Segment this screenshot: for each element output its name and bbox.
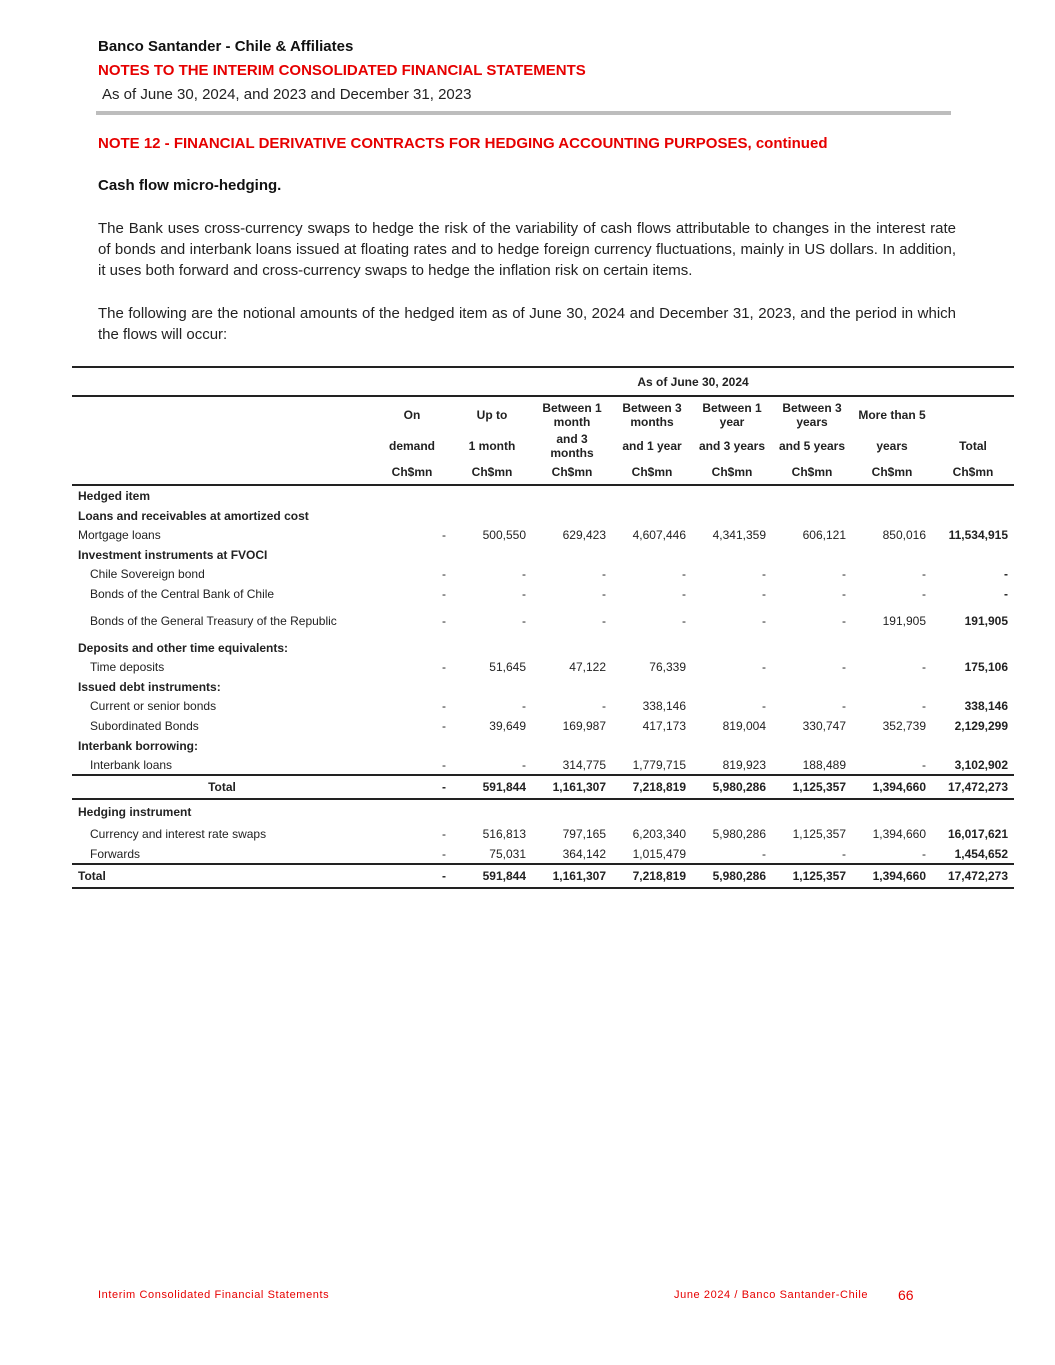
cell-value: - [522, 587, 526, 601]
cell-value: 629,423 [562, 528, 606, 542]
total-value: 1,394,660 [852, 864, 932, 888]
row-label: Chile Sovereign bond [90, 567, 205, 581]
cell-value: - [922, 660, 926, 674]
row-label: Forwards [90, 846, 141, 861]
cell-value: - [522, 699, 526, 713]
column-unit: Ch$mn [852, 460, 932, 485]
row-label: Subordinated Bonds [90, 719, 199, 733]
cell-value: - [682, 567, 686, 581]
cell-value: - [442, 719, 446, 733]
cell-value: 516,813 [482, 827, 526, 841]
cell-value: 314,775 [562, 757, 606, 772]
paragraph-notional: The following are the notional amounts of the hedged item as of June 30, 2024 and December 31, 2023, and the period in which the flows will occur: [98, 305, 956, 343]
column-unit: Ch$mn [692, 460, 772, 485]
cell-value: - [922, 757, 926, 772]
table-row [72, 657, 1014, 677]
table-row [72, 755, 1014, 775]
cell-value: - [522, 567, 526, 581]
cell-value: - [922, 587, 926, 601]
column-header-line1: Between 1 month [532, 396, 612, 432]
cell-value: 5,980,286 [712, 827, 766, 841]
cell-value: 191,905 [882, 614, 926, 628]
footer-right: June 2024 / Banco Santander-Chile [674, 1289, 869, 1301]
cell-value: - [682, 614, 686, 628]
cell-value: 338,146 [964, 699, 1009, 713]
cell-value: - [922, 846, 926, 861]
column-header-line2: years [876, 439, 908, 453]
cell-value: - [442, 567, 446, 581]
cell-value: 169,987 [562, 719, 606, 733]
cell-value: - [922, 567, 926, 581]
section-heading-label: Issued debt instruments: [78, 679, 221, 694]
total-value: 591,844 [452, 864, 532, 888]
column-header-line1: More than 5 [852, 396, 932, 432]
cell-value: - [842, 660, 846, 674]
cell-value: - [842, 699, 846, 713]
row-label: Bonds of the Central Bank of Chile [90, 587, 275, 601]
cell-value: 338,146 [642, 699, 686, 713]
hedged-item-heading [72, 485, 1014, 506]
cell-value: 188,489 [802, 757, 846, 772]
column-header-line2: and 1 year [622, 439, 682, 453]
cell-value: 2,129,299 [954, 719, 1009, 733]
cell-value: - [602, 587, 606, 601]
cell-value: 352,739 [882, 719, 926, 733]
total-value: 1,161,307 [532, 864, 612, 888]
column-header-line1: Between 3 years [772, 396, 852, 432]
column-header-line2: 1 month [468, 439, 516, 453]
section-heading [72, 545, 1014, 564]
total-value: 1,394,660 [852, 775, 932, 799]
column-unit: Ch$mn [452, 460, 532, 485]
row-label: Interbank loans [90, 757, 173, 772]
cell-value: - [922, 699, 926, 713]
row-label: Currency and interest rate swaps [90, 827, 267, 841]
table-row [72, 716, 1014, 736]
cell-value: 1,394,660 [872, 827, 926, 841]
section-heading-label: Interbank borrowing: [78, 738, 198, 753]
total-value: 591,844 [452, 775, 532, 799]
cell-value: 191,905 [964, 614, 1009, 628]
date-line: As of June 30, 2024, and 2023 and December 31, 2023 [102, 86, 472, 103]
table-row [72, 525, 1014, 545]
cell-value: 11,534,915 [948, 528, 1009, 542]
column-header-line2: and 3 months [550, 432, 594, 460]
table-row [72, 604, 1014, 638]
cell-value: - [602, 567, 606, 581]
hedged-total-row [72, 775, 1014, 799]
period-header: As of June 30, 2024 [372, 367, 1014, 396]
cell-value: 330,747 [802, 719, 846, 733]
row-label: Current or senior bonds [90, 699, 217, 713]
cell-value: - [522, 757, 526, 772]
table-row [72, 696, 1014, 716]
column-header-line2: and 3 years [698, 439, 766, 453]
table-row [72, 824, 1014, 844]
header-divider [96, 111, 951, 115]
column-unit: Ch$mn [772, 460, 852, 485]
cell-value: 39,649 [489, 719, 526, 733]
section-heading-label: Loans and receivables at amortized cost [78, 508, 309, 523]
total-value: - [372, 775, 452, 799]
cell-value: 417,173 [642, 719, 686, 733]
row-label: Time deposits [90, 660, 165, 674]
cell-value: - [842, 587, 846, 601]
section-heading [72, 736, 1014, 755]
row-label: Mortgage loans [78, 528, 161, 542]
table-row [72, 564, 1014, 584]
paragraph-intro: The Bank uses cross-currency swaps to hedge the risk of the variability of cash flows attributable to changes in the interest rate of bonds and interbank loans issued at floating rates and to hedge foreign currency fluctuations, mainly in US dollars. In addition, it uses both forward and cross-currency swaps to hedge the inflation risk on certain items. [98, 220, 956, 279]
section-subtitle: Cash flow micro-hedging. [98, 177, 282, 194]
column-header-line1: Up to [452, 396, 532, 432]
total-value: - [372, 864, 452, 888]
company-name: Banco Santander - Chile & Affiliates [98, 38, 354, 55]
cell-value: 819,923 [722, 757, 766, 772]
column-header-line2: Total [959, 439, 987, 453]
table-row [72, 844, 1014, 864]
cell-value: - [762, 567, 766, 581]
total-value: 7,218,819 [612, 775, 692, 799]
notes-title: NOTES TO THE INTERIM CONSOLIDATED FINANCIAL STATEMENTS [98, 62, 586, 79]
cell-value: - [762, 614, 766, 628]
column-header-line2: and 5 years [778, 439, 846, 453]
note-title: NOTE 12 - FINANCIAL DERIVATIVE CONTRACTS FOR HEDGING ACCOUNTING PURPOSES, continued [98, 135, 828, 152]
page-number: 66 [898, 1287, 914, 1303]
total-value: 1,161,307 [532, 775, 612, 799]
cell-value: - [1004, 587, 1009, 601]
cell-value: - [842, 567, 846, 581]
section-heading [72, 506, 1014, 525]
total-value: 5,980,286 [692, 775, 772, 799]
hedging-instrument-heading-label: Hedging instrument [78, 805, 192, 819]
cell-value: - [522, 614, 526, 628]
cell-value: 51,645 [489, 660, 526, 674]
cell-value: 500,550 [482, 528, 526, 542]
column-header-line2: demand [388, 439, 435, 453]
column-header-line1: Between 1 year [692, 396, 772, 432]
cell-value: - [442, 827, 446, 841]
cell-value: 175,106 [964, 660, 1009, 674]
column-unit: Ch$mn [532, 460, 612, 485]
cell-value: - [762, 587, 766, 601]
cell-value: 76,339 [649, 660, 686, 674]
total-value: 5,980,286 [692, 864, 772, 888]
cell-value: - [442, 846, 446, 861]
cell-value: 1,779,715 [632, 757, 686, 772]
cell-value: - [442, 660, 446, 674]
cell-value: 850,016 [882, 528, 926, 542]
cell-value: - [602, 699, 606, 713]
total-value: 1,125,357 [772, 864, 852, 888]
cell-value: - [842, 614, 846, 628]
cell-value: - [442, 528, 446, 542]
hedging-table [72, 366, 1014, 889]
hedged-item-heading-label: Hedged item [78, 489, 151, 503]
column-header-line1: On [372, 396, 452, 432]
total-value: 17,472,273 [932, 864, 1014, 888]
cell-value: 797,165 [562, 827, 606, 841]
cell-value: - [762, 699, 766, 713]
cell-value: - [762, 660, 766, 674]
cell-value: - [842, 846, 846, 861]
cell-value: - [442, 587, 446, 601]
column-header-line1 [932, 396, 1014, 432]
cell-value: 1,015,479 [632, 846, 686, 861]
cell-value: 606,121 [802, 528, 846, 542]
column-header-line1: Between 3 months [612, 396, 692, 432]
table-row [72, 584, 1014, 604]
instrument-total-row [72, 864, 1014, 888]
column-unit: Ch$mn [932, 460, 1014, 485]
cell-value: 1,454,652 [954, 846, 1009, 861]
total-label: Total [72, 775, 372, 799]
total-value: 7,218,819 [612, 864, 692, 888]
total-value: 17,472,273 [932, 775, 1014, 799]
cell-value: 4,607,446 [632, 528, 686, 542]
section-heading [72, 677, 1014, 696]
cell-value: - [442, 614, 446, 628]
footer-left: Interim Consolidated Financial Statements [98, 1289, 330, 1301]
cell-value: 4,341,359 [712, 528, 766, 542]
cell-value: - [762, 846, 766, 861]
hedging-instrument-heading [72, 799, 1014, 824]
column-unit: Ch$mn [372, 460, 452, 485]
cell-value: - [682, 587, 686, 601]
total-value: 1,125,357 [772, 775, 852, 799]
cell-value: 75,031 [489, 846, 526, 861]
section-heading-label: Investment instruments at FVOCI [78, 547, 268, 562]
cell-value: 6,203,340 [632, 827, 686, 841]
cell-value: 3,102,902 [954, 757, 1009, 772]
cell-value: - [442, 757, 446, 772]
row-label: Bonds of the General Treasury of the Republic [90, 614, 337, 628]
cell-value: - [602, 614, 606, 628]
cell-value: - [1004, 567, 1009, 581]
cell-value: - [442, 699, 446, 713]
cell-value: 16,017,621 [947, 827, 1009, 841]
cell-value: 364,142 [562, 846, 606, 861]
column-unit: Ch$mn [612, 460, 692, 485]
cell-value: 47,122 [569, 660, 606, 674]
section-heading-label: Deposits and other time equivalents: [78, 640, 289, 655]
cell-value: 819,004 [722, 719, 766, 733]
total-label: Total [72, 864, 372, 888]
section-heading [72, 638, 1014, 657]
cell-value: 1,125,357 [792, 827, 846, 841]
